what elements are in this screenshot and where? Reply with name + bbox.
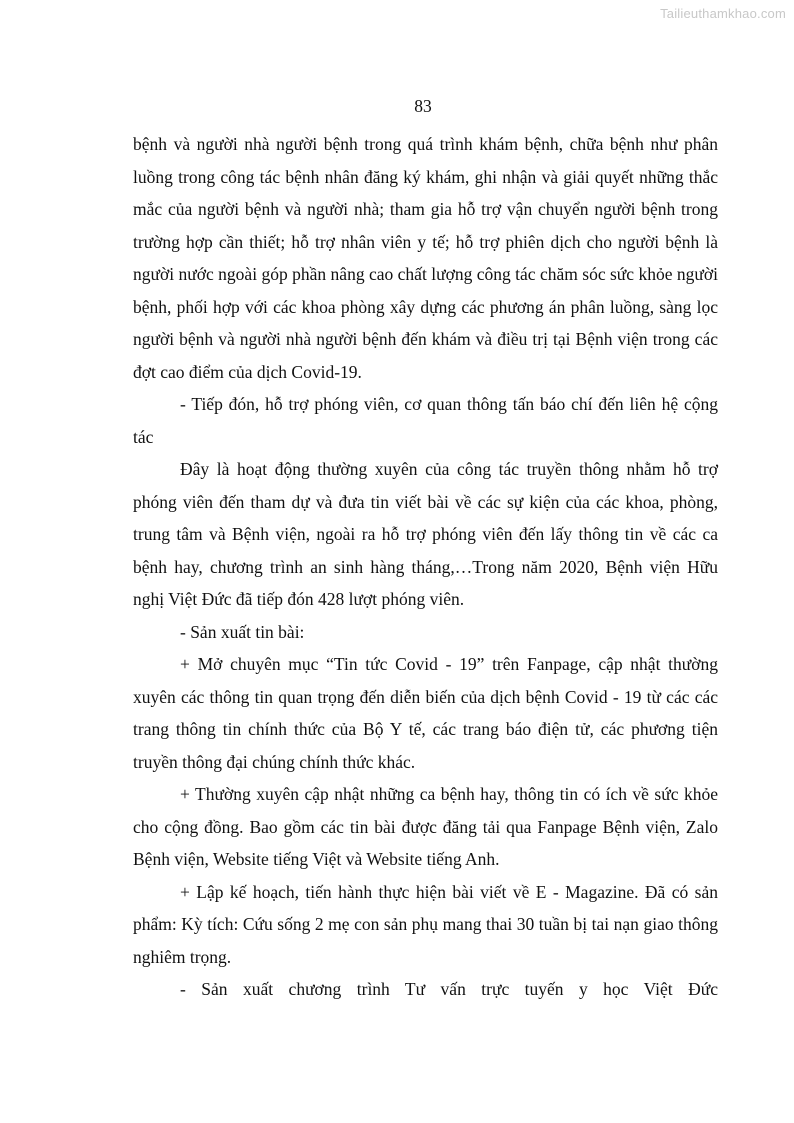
paragraph-5: + Mở chuyên mục “Tin tức Covid - 19” trên Fanpage, cập nhật thường xuyên các thông tin quan trọng đến diễn biến của dịch bệnh Covid - 19 từ các các trang thông tin chính thức của Bộ Y tế, các trang báo điện tử, các phương tiện truyền thông đại chúng chính thức khác. [133,654,718,772]
paragraph-4: - Sản xuất tin bài: [180,621,305,642]
paragraph-6: + Thường xuyên cập nhật những ca bệnh hay, thông tin có ích về sức khỏe cho cộng đồng. Bao gồm các tin bài được đăng tải qua Fanpage Bệnh viện, Zalo Bệnh viện, Website tiếng Việt và Website tiếng Anh. [133,784,718,869]
paragraph-7: + Lập kế hoạch, tiến hành thực hiện bài viết về E - Magazine. Đã có sản phẩm: Kỳ tích: Cứu sống 2 mẹ con sản phụ mang thai 30 tuần bị tai nạn giao thông nghiêm trọng. [133,881,718,967]
paragraph-3: Đây là hoạt động thường xuyên của công tác truyền thông nhằm hỗ trợ phóng viên đến tham dự và đưa tin viết bài về các sự kiện của các khoa, phòng, trung tâm và Bệnh viện, ngoài ra hỗ trợ phóng viên đến lấy thông tin về các ca bệnh hay, chương trình an sinh hàng tháng,…Trong năm 2020, Bệnh viện Hữu nghị Việt Đức đã tiếp đón 428 lượt phóng viên. [133,459,718,609]
paragraph-2: - Tiếp đón, hỗ trợ phóng viên, cơ quan thông tấn báo chí đến liên hệ cộng tác [133,394,718,447]
page-number: 83 [414,96,432,116]
document-body [133,128,718,1006]
paragraph-8: - Sản xuất chương trình Tư vấn trực tuyến y học Việt Đức [180,979,718,999]
watermark-text: Tailieuthamkhao.com [660,6,786,21]
paragraph-1: bệnh và người nhà người bệnh trong quá trình khám bệnh, chữa bệnh như phân luồng trong công tác bệnh nhân đăng ký khám, ghi nhận và giải quyết những thắc mắc của người bệnh và người nhà; tham gia hỗ trợ vận chuyển người bệnh trong trường hợp cần thiết; hỗ trợ nhân viên y tế; hỗ trợ phiên dịch cho người bệnh là người nước ngoài góp phần nâng cao chất lượng công tác chăm sóc sức khỏe người bệnh, phối hợp với các khoa phòng xây dựng các phương án phân luồng, sàng lọc người bệnh và người nhà người bệnh đến khám và điều trị tại Bệnh viện trong các đợt cao điểm của dịch Covid-19. [133,134,718,382]
